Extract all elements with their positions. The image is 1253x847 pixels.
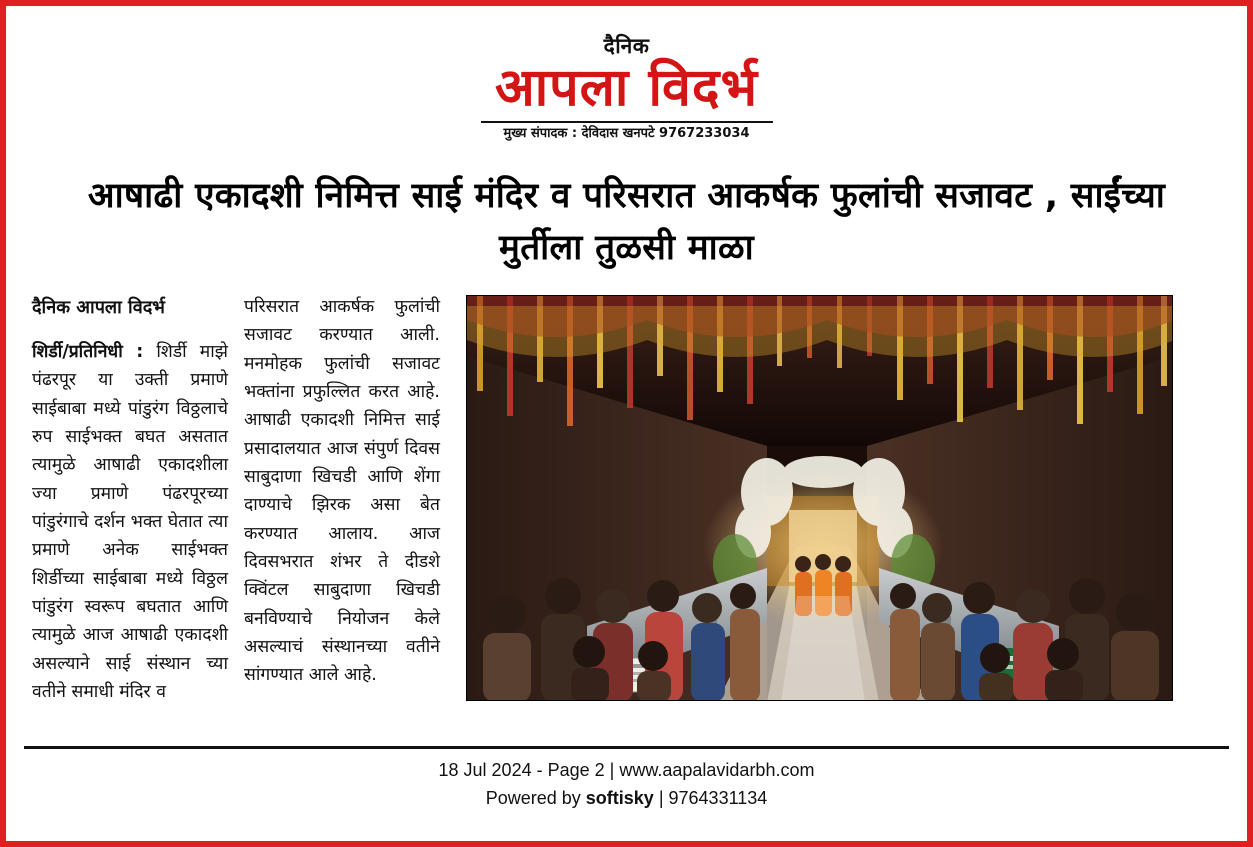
footer-phone: 9764331134 [668,788,768,809]
masthead-kicker: दैनिक [603,34,650,58]
footer-website-link[interactable]: www.aapalavidarbh.com [619,760,815,781]
article-body [32,293,1221,707]
footer-divider [24,746,1229,749]
footer-source-line [6,757,1247,785]
article-column-2-text: परिसरात आकर्षक फुलांची सजावट करण्यात आली. मनमोहक फुलांची सजावट भक्तांना प्रफुल्लित करत आहे. आषाढी एकादशी निमित्त साई प्रसादालयात आज संपुर्ण दिवस साबुदाणा खिचडी आणि शेंगा दाण्याचे झिरक असा बेत करण्यात आलाय. आज दिवसभरात शंभर ते दीडशे क्विंटल साबुदाणा खिचडी बनविण्याचे नियोजन केले असल्याचं संस्थानच्या वतीने सांगण्यात आले आहे. [244,296,440,686]
article-column-1 [32,293,228,707]
article-lede-label: शिर्डी/प्रतिनिधी : [32,341,144,362]
footer-date-page: 18 Jul 2024 - Page 2 [438,760,605,781]
page-footer [6,757,1247,813]
masthead-divider [481,121,773,123]
footer-separator-1: | [609,760,615,781]
article-byline: दैनिक आपला विदर्भ [32,296,165,318]
article-photo-container [466,295,1221,701]
article-headline: आषाढी एकादशी निमित्त साई मंदिर व परिसरात आकर्षक फुलांची सजावट , साईंच्या मुर्तीला तुळसी माळा [87,175,1166,269]
footer-powered-line [6,785,1247,813]
footer-powered-prefix: Powered by [485,788,581,809]
masthead [32,14,1221,142]
footer-powered-brand: softisky [585,788,654,809]
footer-separator-2: | [658,788,664,809]
sai-temple-flower-decoration-photo [466,295,1173,701]
page-inner [6,6,1247,841]
masthead-editor-line: मुख्य संपादक : देविदास खनपटे 9767233034 [503,126,750,142]
masthead-title: आपला विदर्भ [494,58,759,118]
article-paragraph-1 [32,338,228,706]
article-column-2 [244,293,440,690]
article-column-1-text: शिर्डी माझे पंढरपूर या उक्ती प्रमाणे साईबाबा मध्ये पांडुरंग विठ्ठलाचे रुप साईभक्त बघत असतात त्यामुळे आषाढी एकादशीला ज्या प्रमाणे पंढरपूरच्या पांडुरंगाचे दर्शन भक्त घेतात त्या प्रमाणे अनेक साईभक्त शिर्डीच्या साईबाबा मध्ये विठ्ठल पांडुरंग स्वरूप बघतात आणि त्यामुळे आज आषाढी एकादशी असल्याने साई संस्थान च्या वतीने समाधी मंदिर व [32,341,228,703]
